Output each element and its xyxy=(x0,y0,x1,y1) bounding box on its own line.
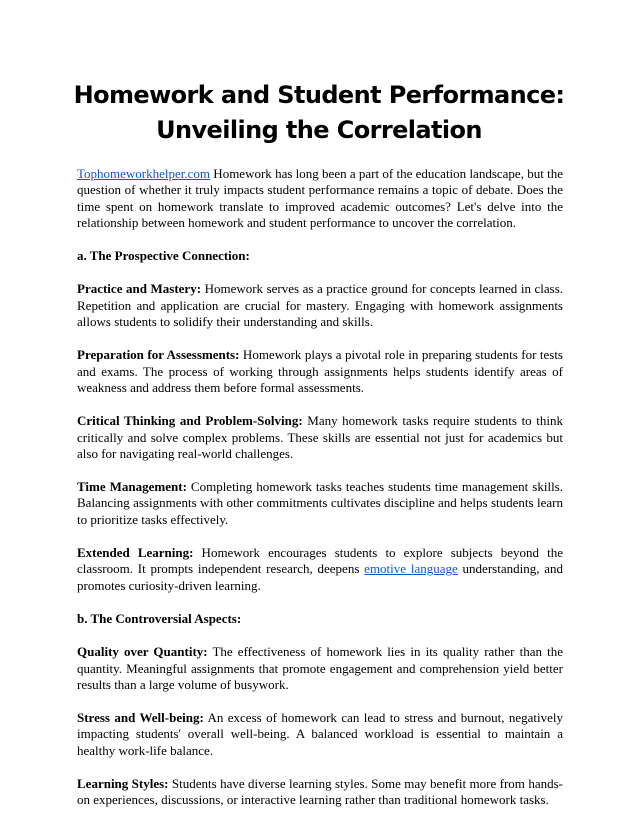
paragraph-text: The effectiveness of homework lies in its quality rather than the quantity. Meaningful assignments that promote engagement and comprehension yield better results than a large volume of busywork. xyxy=(77,644,563,692)
paragraph-term: Preparation for Assessments: xyxy=(77,347,240,363)
paragraph-term: Quality over Quantity: xyxy=(77,644,208,660)
title-line-1: Homework and Student Performance: xyxy=(73,81,565,109)
practice-mastery-paragraph xyxy=(77,281,563,330)
time-management-paragraph xyxy=(77,479,563,528)
paragraph-term: Time Management: xyxy=(77,479,187,495)
document-body xyxy=(77,166,563,826)
paragraph-term: Extended Learning: xyxy=(77,545,194,561)
paragraph-term: Critical Thinking and Problem-Solving: xyxy=(77,413,303,429)
paragraph-text: Many homework tasks require students to think critically and solve complex problems. These skills are essential not just for academics but also for navigating real-world challenges. xyxy=(77,413,563,461)
paragraph-text: understanding, and promotes curiosity-driven learning. xyxy=(77,561,564,593)
section-a-heading: a. The Prospective Connection: xyxy=(77,248,250,264)
intro-text: Homework has long been a part of the education landscape, but the question of whether it truly impacts student performance remains a topic of debate. Does the time spent on homework translate to improved academic outcomes? Let's delve into the relationship between homework and student performance to uncover the correlation. xyxy=(77,166,563,230)
stress-wellbeing-paragraph xyxy=(77,710,563,759)
critical-thinking-paragraph xyxy=(77,413,563,462)
intro-paragraph xyxy=(77,166,563,231)
emotive-language-link[interactable]: emotive language xyxy=(364,561,458,577)
paragraph-term: Practice and Mastery: xyxy=(77,281,202,297)
learning-styles-paragraph xyxy=(77,776,563,809)
page-title xyxy=(40,78,598,148)
paragraph-text: Students have diverse learning styles. Some may benefit more from hands-on experiences, discussions, or interactive learning rather than traditional homework tasks. xyxy=(77,776,563,808)
paragraph-text: An excess of homework can lead to stress and burnout, negatively impacting students' overall well-being. A balanced workload is essential to maintain a healthy work-life balance. xyxy=(77,710,564,758)
paragraph-text: Homework plays a pivotal role in preparing students for tests and exams. The process of working through assignments helps students identify areas of weakness and address them before formal assessments. xyxy=(77,347,563,395)
preparation-assessments-paragraph xyxy=(77,347,563,396)
site-link[interactable]: Tophomeworkhelper.com xyxy=(77,166,211,181)
paragraph-text: Homework encourages students to explore subjects beyond the classroom. It prompts independent research, deepens xyxy=(77,545,563,577)
paragraph-text: Homework serves as a practice ground for concepts learned in class. Repetition and application are crucial for mastery. Engaging with homework assignments allows students to solidify their understanding and skills. xyxy=(77,281,563,330)
extended-learning-paragraph xyxy=(77,545,563,594)
paragraph-text: Completing homework tasks teaches students time management skills. Balancing assignments with other commitments cultivates discipline and helps students learn to prioritize tasks effectively. xyxy=(77,479,563,527)
section-b-heading: b. The Controversial Aspects: xyxy=(77,610,242,626)
title-line-2: Unveiling the Correlation xyxy=(156,116,482,144)
quality-quantity-paragraph xyxy=(77,644,563,693)
paragraph-term: Learning Styles: xyxy=(77,776,169,792)
paragraph-term: Stress and Well-being: xyxy=(77,710,204,726)
